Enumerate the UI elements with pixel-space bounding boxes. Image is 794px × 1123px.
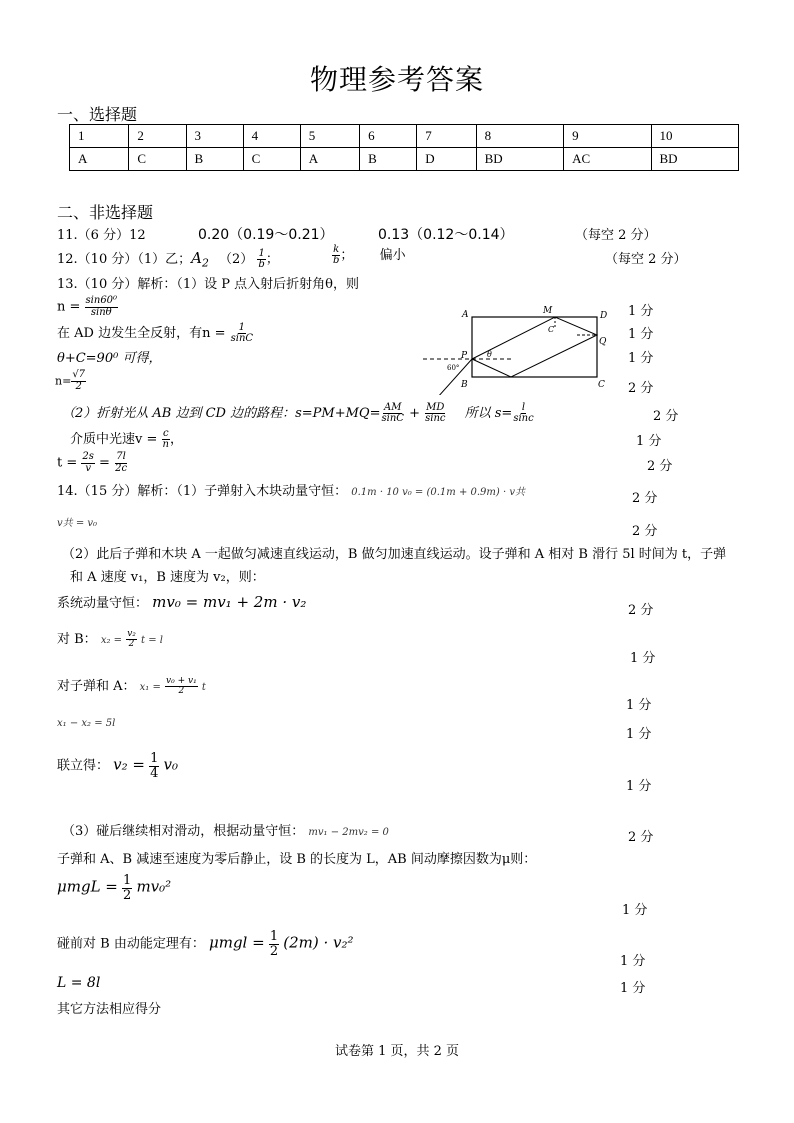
frac-den: b xyxy=(333,255,340,266)
plus: + xyxy=(409,406,420,421)
score: 1 分 xyxy=(626,727,652,742)
table-cell: A xyxy=(70,148,129,171)
q12-frac-1 xyxy=(257,249,265,271)
q12-label: 12.（10 分）（1）乙； xyxy=(57,252,192,267)
q12-last: 偏小 xyxy=(379,248,406,263)
frac-den: 2 xyxy=(123,887,132,903)
q12-score-note: （每空 2 分） xyxy=(605,252,687,267)
section2-heading: 二、非选择题 xyxy=(57,203,154,222)
frac-num: 1 xyxy=(238,321,246,333)
table-row xyxy=(70,148,739,171)
q13-intro: 13.（10 分）解析：（1）设 P 点入射后折射角θ，则 xyxy=(57,277,359,292)
q11-label: 11.（6 分）12 xyxy=(57,228,146,243)
frac xyxy=(126,630,137,650)
frac-num: MD xyxy=(426,401,445,413)
text: （3）碰后继续相对滑动，根据动量守恒： xyxy=(62,824,305,839)
q14-part3 xyxy=(62,820,389,839)
text: （2）折射光从 AB 边到 CD 边的路程：s=PM+MQ= xyxy=(62,406,381,421)
score: 1 分 xyxy=(622,903,648,918)
eq-prefix: μmgL = xyxy=(57,877,118,896)
score: 2 分 xyxy=(632,491,658,506)
equation: 0.1m · 10 v₀ = (0.1m + 0.9m) · v共 xyxy=(351,487,525,498)
frac xyxy=(424,403,446,425)
refracted-path xyxy=(472,317,597,377)
label-b: B xyxy=(461,380,468,390)
frac-num: 2s xyxy=(82,451,94,462)
text: 对 B： xyxy=(57,632,97,647)
frac xyxy=(512,403,534,425)
frac-den: v xyxy=(85,462,91,474)
eq-post: v₀ xyxy=(163,755,179,774)
frac xyxy=(230,323,254,345)
eq-prefix: μmgl = xyxy=(208,933,265,952)
frac-num: l xyxy=(521,401,526,413)
table-cell: 9 xyxy=(564,125,651,148)
frac-num: 1 xyxy=(258,247,265,259)
score: 1 分 xyxy=(628,304,654,319)
prism-diagram xyxy=(415,300,615,395)
score: 1 分 xyxy=(628,351,654,366)
frac-den: b xyxy=(258,259,265,270)
text: 在 AD 边发生全反射，有 xyxy=(57,326,203,341)
q12-line xyxy=(57,248,279,271)
q12-frac-2-wrap xyxy=(332,244,406,267)
label-p: P xyxy=(461,351,468,361)
eq-post: t = l xyxy=(141,635,163,646)
eq-post: mv₀² xyxy=(136,877,172,896)
table-cell: BD xyxy=(476,148,563,171)
text: 所以 s= xyxy=(464,406,513,421)
q14-part2-a: （2）此后子弹和木块 A 一起做匀减速直线运动，B 做匀加速直线运动。设子弹和 A 相对 B 滑行 5l 时间为 t，子弹 xyxy=(62,547,727,562)
section1-heading: 一、选择题 xyxy=(57,105,138,124)
frac xyxy=(162,429,170,451)
q11-answer-2: 0.20（0.19～0.21） xyxy=(198,227,334,243)
table-cell: 4 xyxy=(243,125,300,148)
table-cell: 2 xyxy=(129,125,186,148)
score: 1 分 xyxy=(626,698,652,713)
frac-num: 1 xyxy=(269,929,279,944)
frac-num: sin60⁰ xyxy=(85,295,118,306)
equation: v共 = v₀ xyxy=(57,518,98,529)
q13-line2 xyxy=(57,322,254,345)
eq-prefix: n = xyxy=(202,326,226,341)
frac-num: c xyxy=(162,427,169,439)
score: 2 分 xyxy=(647,459,673,474)
text: 碰前对 B 由动能定理有： xyxy=(57,936,205,952)
table-cell: C xyxy=(129,148,186,171)
frac-num: v₀ + v₁ xyxy=(166,675,197,686)
answer-table xyxy=(69,124,739,171)
label-theta: θ xyxy=(487,350,492,359)
table-row xyxy=(70,125,739,148)
score: 1 分 xyxy=(636,434,662,449)
frac xyxy=(81,452,95,474)
frac-num: 1 xyxy=(123,873,132,888)
frac xyxy=(71,370,86,392)
label-60: 60° xyxy=(447,364,460,372)
q13-n3 xyxy=(55,370,86,392)
frac xyxy=(381,403,405,425)
label-m: M xyxy=(543,306,553,316)
equation: mv₁ − 2mv₂ = 0 xyxy=(308,827,389,838)
table-cell: 8 xyxy=(476,125,563,148)
frac-den: 2c xyxy=(115,462,128,474)
frac xyxy=(149,752,159,780)
table-cell: 10 xyxy=(651,125,738,148)
q12-a2: A xyxy=(191,249,202,267)
eq: = xyxy=(99,455,110,471)
frac xyxy=(122,874,132,902)
frac-num: 1 xyxy=(150,751,159,766)
frac-den: sinC xyxy=(381,413,404,424)
q11-score-note: （每空 2 分） xyxy=(575,228,657,243)
frac-num: AM xyxy=(383,401,402,413)
q13-part2 xyxy=(62,402,535,425)
page-title: 物理参考答案 xyxy=(309,63,484,96)
q14-before xyxy=(57,930,354,958)
text: 联立得： xyxy=(57,758,110,774)
text: 介质中光速v = xyxy=(70,432,158,447)
frac xyxy=(85,296,119,318)
score: 1 分 xyxy=(626,779,652,794)
label-d: D xyxy=(600,311,608,321)
table-cell: C xyxy=(243,148,300,171)
table-cell: 6 xyxy=(360,125,417,148)
frac-num: 7l xyxy=(116,451,126,462)
q13-v xyxy=(70,428,183,451)
equation: L = 8l xyxy=(57,975,101,991)
label-c: C xyxy=(598,380,605,390)
table-cell: A xyxy=(300,148,359,171)
q13-n-eq xyxy=(57,296,118,318)
score: 1 分 xyxy=(620,954,646,969)
frac xyxy=(114,452,128,474)
table-cell: D xyxy=(417,148,476,171)
table-cell: B xyxy=(360,148,417,171)
frac-den: sinc xyxy=(513,413,534,424)
frac-den: sinc xyxy=(425,413,446,424)
q14-intro-line xyxy=(57,480,525,499)
q14-part3b: 子弹和 A、B 减速至速度为零后静止，设 B 的长度为 L，AB 间动摩擦因数为μ则： xyxy=(57,852,537,867)
score: 2 分 xyxy=(628,381,654,396)
eq-prefix: t = xyxy=(57,455,78,471)
text: 14.（15 分）解析：（1）子弹射入木块动量守恒： xyxy=(57,484,348,499)
q14-forA xyxy=(57,675,206,696)
q14-forB xyxy=(57,628,163,649)
eq-post: t xyxy=(201,682,206,693)
table-cell: BD xyxy=(651,148,738,171)
frac-den: sinC xyxy=(230,333,254,344)
label-angle-c: C xyxy=(548,325,555,334)
frac-den: 2 xyxy=(269,943,279,959)
label-q: Q xyxy=(599,337,607,347)
equation: mv₀ = mv₁ + 2m · v₂ xyxy=(152,593,307,611)
text: 对子弹和 A： xyxy=(57,679,136,694)
q12-part2: （2） xyxy=(219,252,254,267)
frac-num: v₂ xyxy=(127,628,136,639)
score: 1 分 xyxy=(630,651,656,666)
table-cell: 7 xyxy=(417,125,476,148)
table-cell: 3 xyxy=(186,125,243,148)
eq-prefix: n = xyxy=(57,299,81,315)
frac-num: √7 xyxy=(72,369,86,380)
q12-sep-2: ； xyxy=(340,248,354,263)
score: 2 分 xyxy=(632,524,658,539)
q13-t xyxy=(57,452,128,474)
score: 1 分 xyxy=(628,327,654,342)
text: ， xyxy=(169,432,183,447)
q14-momentum xyxy=(57,592,306,611)
score: 2 分 xyxy=(653,409,679,424)
eq-prefix: v₂ = xyxy=(113,755,145,774)
frac-den: 2 xyxy=(178,686,185,696)
eq-post: (2m) · v₂² xyxy=(283,933,354,952)
q13-line3: θ+C=90⁰ 可得， xyxy=(57,351,162,366)
q12-sep: ； xyxy=(265,252,279,267)
score: 2 分 xyxy=(628,603,654,618)
q14-energy xyxy=(57,874,171,902)
frac-den: 2 xyxy=(128,639,135,649)
table-cell: 1 xyxy=(70,125,129,148)
frac-den: 4 xyxy=(150,765,159,781)
q14-solve xyxy=(57,752,178,780)
frac xyxy=(165,677,198,697)
score: 1 分 xyxy=(620,981,646,996)
table-cell: 5 xyxy=(300,125,359,148)
table-cell: AC xyxy=(564,148,651,171)
q12-a2-sub: 2 xyxy=(201,256,209,270)
frac-den: n xyxy=(162,439,169,450)
q14-other-note: 其它方法相应得分 xyxy=(57,1002,162,1017)
equation: x₁ − x₂ = 5l xyxy=(57,718,116,729)
page-footer: 试卷第 1 页，共 2 页 xyxy=(334,1044,460,1059)
frac-den: sinθ xyxy=(90,306,112,318)
frac xyxy=(269,930,279,958)
q14-part2-b: 和 A 速度 v₁，B 速度为 v₂，则： xyxy=(70,570,265,585)
score: 2 分 xyxy=(628,830,654,845)
frac-num: k xyxy=(333,243,340,255)
frac-den: 2 xyxy=(75,380,82,392)
text: 系统动量守恒： xyxy=(57,596,149,611)
table-cell: B xyxy=(186,148,243,171)
eq-prefix: n= xyxy=(55,374,72,388)
eq-prefix: x₁ = xyxy=(139,682,161,693)
eq-prefix: x₂ = xyxy=(100,635,123,646)
q11-answer-3: 0.13（0.12～0.14） xyxy=(378,227,514,243)
label-a: A xyxy=(462,310,469,320)
